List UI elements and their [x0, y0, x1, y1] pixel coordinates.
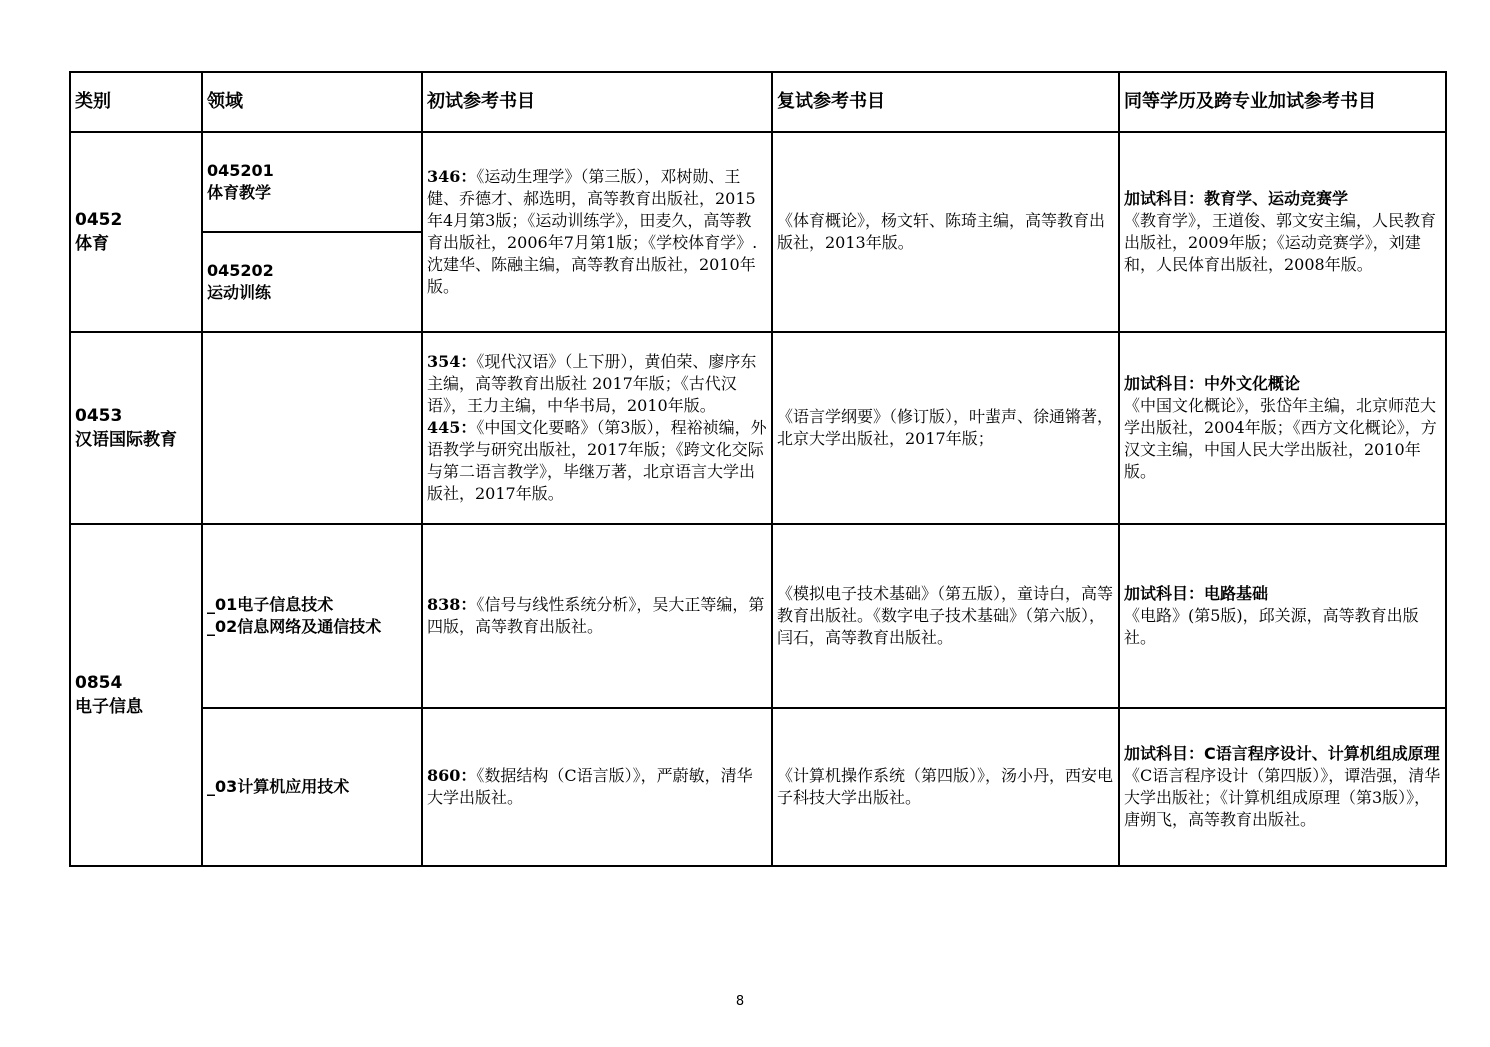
field-cell [202, 524, 422, 708]
category-cell [70, 524, 202, 866]
retest-books-text: 《计算机操作系统（第四版）》，汤小丹，西安电子科技大学出版社。 [777, 766, 1114, 807]
extra-books-text: 《C语言程序设计（第四版）》，谭浩强，清华大学出版社；《计算机组成原理（第3版）》，唐朔飞，高等教育出版社。 [1124, 766, 1441, 829]
initial-books-text: 《现代汉语》（上下册），黄伯荣、廖序东主编，高等教育出版社 2017年版；《古代汉语》，王力主编，中华书局，2010年版。 [427, 352, 757, 415]
initial-books-text: 《数据结构（C语言版）》，严蔚敏，清华大学出版社。 [427, 766, 753, 807]
category-name: 体育 [75, 234, 109, 254]
extra-books-text: 《中国文化概论》，张岱年主编，北京师范大学出版社，2004年版；《西方文化概论》，方汉文主编，中国人民大学出版社，2010年版。 [1124, 396, 1437, 481]
field-name: _03计算机应用技术 [207, 777, 350, 796]
initial-books-cell [422, 708, 772, 866]
initial-books-text: 《运动生理学》（第三版），邓树勋、王健、乔德才、郝选明，高等教育出版社，2015年4月第3版；《运动训练学》，田麦久，高等教育出版社，2006年7月第1版；《学校体育学》.沈建华、陈融主编，高等教育出版社，2010年版。 [427, 167, 758, 296]
field-cell [202, 132, 422, 232]
initial-books-text: 《中国文化要略》（第3版），程裕祯编，外语教学与研究出版社，2017年版；《跨文化交际与第二语言教学》，毕继万著，北京语言大学出版社，2017年版。 [427, 418, 767, 503]
field-cell [202, 708, 422, 866]
extra-subject: 加试科目：中外文化概论 [1124, 374, 1301, 393]
extra-books-cell [1119, 708, 1446, 866]
table-row [70, 132, 1446, 232]
header-row [70, 72, 1446, 132]
initial-books-text: 《信号与线性系统分析》，吴大正等编，第四版，高等教育出版社。 [427, 595, 765, 636]
extra-books-text: 《电路》(第5版)，邱关源，高等教育出版社。 [1124, 606, 1419, 647]
category-code: 0452 [75, 210, 123, 230]
header-initial: 初试参考书目 [422, 72, 772, 132]
extra-books-cell [1119, 332, 1446, 524]
retest-books-text: 《语言学纲要》（修订版），叶蜚声、徐通锵著，北京大学出版社，2017年版； [777, 407, 1114, 448]
initial-books-cell [422, 524, 772, 708]
exam-code: 860： [427, 766, 477, 785]
initial-books-cell [422, 332, 772, 524]
category-cell [70, 132, 202, 332]
header-category: 类别 [70, 72, 202, 132]
retest-books-text: 《模拟电子技术基础》（第五版），童诗白，高等教育出版社。《数字电子技术基础》（第六版），闫石，高等教育出版社。 [777, 584, 1114, 647]
retest-books-cell [772, 708, 1119, 866]
field-code: 045202 [207, 261, 274, 280]
field-cell [202, 332, 422, 524]
table-row [70, 708, 1446, 866]
retest-books-cell [772, 132, 1119, 332]
header-field: 领域 [202, 72, 422, 132]
page-number: 8 [735, 994, 745, 1009]
header-extra: 同等学历及跨专业加试参考书目 [1119, 72, 1446, 132]
retest-books-cell [772, 332, 1119, 524]
exam-code: 838： [427, 595, 477, 614]
extra-subject: 加试科目：教育学、运动竞赛学 [1124, 189, 1349, 208]
field-code: 045201 [207, 161, 274, 180]
field-name: _02信息网络及通信技术 [207, 617, 382, 636]
category-cell [70, 332, 202, 524]
category-code: 0453 [75, 406, 123, 426]
header-retest: 复试参考书目 [772, 72, 1119, 132]
category-name: 电子信息 [75, 697, 143, 717]
exam-code: 346： [427, 167, 477, 186]
reference-book-table [69, 71, 1447, 867]
category-name: 汉语国际教育 [75, 430, 177, 450]
field-cell [202, 232, 422, 332]
table-row [70, 524, 1446, 708]
retest-books-text: 《体育概论》，杨文轩、陈琦主编，高等教育出版社，2013年版。 [777, 211, 1106, 252]
field-name: _01电子信息技术 [207, 595, 334, 614]
initial-books-cell [422, 132, 772, 332]
field-name: 体育教学 [207, 183, 272, 202]
extra-subject: 加试科目：电路基础 [1124, 584, 1269, 603]
extra-books-cell [1119, 524, 1446, 708]
retest-books-cell [772, 524, 1119, 708]
table-row [70, 332, 1446, 524]
field-name: 运动训练 [207, 283, 272, 302]
extra-books-cell [1119, 132, 1446, 332]
extra-books-text: 《教育学》，王道俊、郭文安主编，人民教育出版社，2009年版；《运动竞赛学》，刘建和，人民体育出版社，2008年版。 [1124, 211, 1437, 274]
exam-code: 445： [427, 418, 477, 437]
extra-subject: 加试科目：C语言程序设计、计算机组成原理 [1124, 744, 1440, 763]
category-code: 0854 [75, 673, 123, 693]
exam-code: 354： [427, 352, 477, 371]
